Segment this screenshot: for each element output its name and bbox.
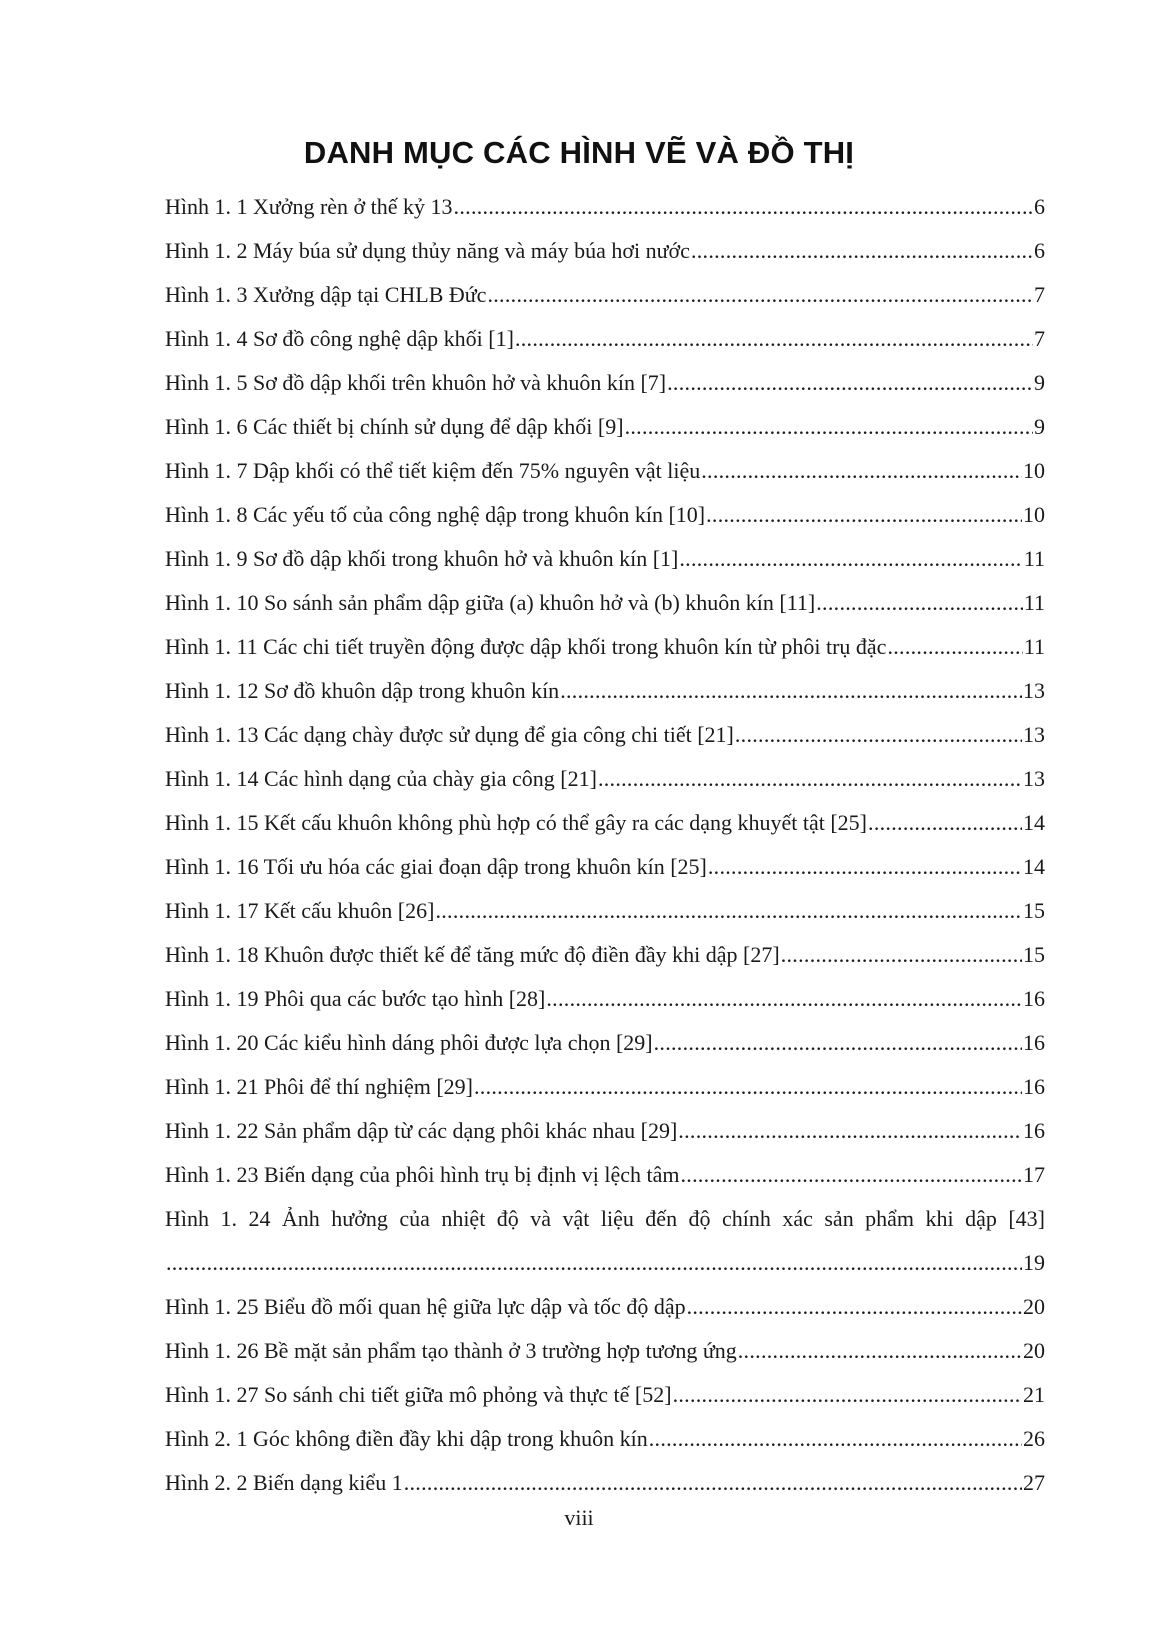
toc-entry-label: Hình 1. 25 Biểu đồ mối quan hệ giữa lực dập và tốc độ dập [165, 1294, 686, 1319]
toc-entry-label: Hình 2. 2 Biến dạng kiểu 1 [165, 1470, 403, 1495]
toc-entry-page: 16 [1023, 986, 1045, 1011]
dot-leader [404, 1461, 1022, 1505]
toc-entry-label: Hình 1. 4 Sơ đồ công nghệ dập khối [1] [165, 326, 514, 351]
toc-entry-label: Hình 1. 21 Phôi để thí nghiệm [29] [165, 1074, 473, 1099]
toc-entry-page: 14 [1023, 810, 1045, 835]
dot-leader [654, 1021, 1022, 1065]
toc-entry-page: 11 [1023, 634, 1045, 659]
toc-entry-label: Hình 1. 14 Các hình dạng của chày gia công [21] [165, 766, 597, 791]
toc-entry-label: Hình 1. 20 Các kiểu hình dáng phôi được lựa chọn [29] [165, 1030, 653, 1055]
toc-entry-page: 9 [1034, 370, 1045, 395]
toc-entry-page: 17 [1023, 1162, 1045, 1187]
toc-entry-label: Hình 1. 17 Kết cấu khuôn [26] [165, 898, 435, 923]
dot-leader [816, 581, 1023, 625]
toc-entry-page: 6 [1034, 194, 1045, 219]
toc-entry [165, 581, 1045, 625]
toc-entry-page: 10 [1023, 458, 1045, 483]
toc-entry-page: 7 [1034, 282, 1045, 307]
toc-entry [165, 977, 1045, 1021]
toc-entry [165, 317, 1045, 361]
toc-entry-label: Hình 2. 1 Góc không điền đầy khi dập trong khuôn kín [165, 1426, 648, 1451]
dot-leader [678, 1109, 1022, 1153]
dot-leader [515, 317, 1033, 361]
toc-entry [165, 1065, 1045, 1109]
dot-leader [166, 1241, 1022, 1285]
toc-entry [165, 1197, 1045, 1241]
toc-entry-page: 19 [1023, 1250, 1045, 1275]
toc-entry-label: Hình 1. 26 Bề mặt sản phẩm tạo thành ở 3 trường hợp tương ứng [165, 1338, 737, 1363]
dot-leader [673, 1373, 1022, 1417]
figure-list [165, 185, 1045, 1505]
toc-entry [165, 757, 1045, 801]
toc-entry [165, 1021, 1045, 1065]
toc-entry [165, 1461, 1045, 1505]
toc-entry [165, 405, 1045, 449]
toc-entry-page: 13 [1023, 766, 1045, 791]
toc-entry-page: 9 [1034, 414, 1045, 439]
toc-entry-label: Hình 1. 10 So sánh sản phẩm dập giữa (a) khuôn hở và (b) khuôn kín [11] [165, 590, 816, 615]
dot-leader [868, 801, 1022, 845]
toc-entry-page: 20 [1023, 1294, 1045, 1319]
toc-entry-label: Hình 1. 7 Dập khối có thể tiết kiệm đến 75% nguyên vật liệu [165, 458, 701, 483]
toc-entry-page: 21 [1023, 1382, 1045, 1407]
toc-entry-page: 16 [1023, 1074, 1045, 1099]
page-title: DANH MỤC CÁC HÌNH VẼ VÀ ĐỒ THỊ [303, 135, 855, 170]
dot-leader [454, 185, 1033, 229]
toc-entry-label: Hình 1. 16 Tối ưu hóa các giai đoạn dập trong khuôn kín [25] [165, 854, 707, 879]
dot-leader [701, 449, 1022, 493]
dot-leader [560, 669, 1022, 713]
toc-entry-page: 11 [1023, 546, 1045, 571]
toc-entry-page: 14 [1023, 854, 1045, 879]
toc-entry [165, 185, 1045, 229]
dot-leader [679, 537, 1022, 581]
toc-entry [165, 1285, 1045, 1329]
toc-entry-label: Hình 1. 19 Phôi qua các bước tạo hình [28] [165, 986, 546, 1011]
dot-leader [649, 1417, 1022, 1461]
toc-entry-page: 7 [1034, 326, 1045, 351]
toc-entry-label: Hình 1. 15 Kết cấu khuôn không phù hợp có thể gây ra các dạng khuyết tật [25] [165, 810, 868, 835]
toc-entry-page: 6 [1034, 238, 1045, 263]
toc-entry [165, 713, 1045, 757]
dot-leader [598, 757, 1022, 801]
toc-entry-label: Hình 1. 13 Các dạng chày được sử dụng để gia công chi tiết [21] [165, 722, 734, 747]
toc-entry-label: Hình 1. 22 Sản phẩm dập từ các dạng phôi khác nhau [29] [165, 1118, 678, 1143]
toc-entry [165, 1329, 1045, 1373]
dot-leader [625, 405, 1033, 449]
toc-entry-label: Hình 1. 6 Các thiết bị chính sử dụng để dập khối [9] [165, 414, 624, 439]
toc-entry-page: 20 [1023, 1338, 1045, 1363]
toc-entry-page: 27 [1023, 1470, 1045, 1495]
toc-entry-label: Hình 1. 23 Biến dạng của phôi hình trụ bị định vị lệch tâm [165, 1162, 680, 1187]
toc-entry [165, 933, 1045, 977]
dot-leader [487, 273, 1033, 317]
page-number: viii [564, 1505, 594, 1530]
toc-entry [165, 493, 1045, 537]
toc-entry-page: 16 [1023, 1118, 1045, 1143]
toc-entry-label: Hình 1. 18 Khuôn được thiết kế để tăng mức độ điền đầy khi dập [27] [165, 942, 780, 967]
toc-entry-page: 11 [1023, 590, 1045, 615]
toc-entry-page: 13 [1023, 678, 1045, 703]
dot-leader [781, 933, 1022, 977]
dot-leader [738, 1329, 1022, 1373]
toc-entry [165, 1417, 1045, 1461]
dot-leader [735, 713, 1022, 757]
dot-leader [706, 493, 1022, 537]
dot-leader [435, 889, 1022, 933]
dot-leader [667, 361, 1033, 405]
toc-entry [165, 449, 1045, 493]
toc-entry [165, 669, 1045, 713]
toc-entry-page: 15 [1023, 898, 1045, 923]
toc-entry [165, 273, 1045, 317]
toc-entry-label: Hình 1. 9 Sơ đồ dập khối trong khuôn hở và khuôn kín [1] [165, 546, 679, 571]
toc-entry [165, 1373, 1045, 1417]
toc-entry-page: 16 [1023, 1030, 1045, 1055]
dot-leader [887, 625, 1022, 669]
toc-entry-label: Hình 1. 11 Các chi tiết truyền động được dập khối trong khuôn kín từ phôi trụ đặc [165, 634, 887, 659]
toc-entry [165, 229, 1045, 273]
toc-entry-continuation [165, 1241, 1045, 1285]
toc-entry-page: 15 [1023, 942, 1045, 967]
toc-entry-label: Hình 1. 24 Ảnh hưởng của nhiệt độ và vật liệu đến độ chính xác sản phẩm khi dập [43] [165, 1206, 1045, 1231]
toc-entry-label: Hình 1. 8 Các yếu tố của công nghệ dập trong khuôn kín [10] [165, 502, 706, 527]
toc-entry [165, 801, 1045, 845]
toc-entry [165, 625, 1045, 669]
toc-entry [165, 1153, 1045, 1197]
toc-entry-label: Hình 1. 1 Xưởng rèn ở thế kỷ 13 [165, 194, 453, 219]
toc-entry [165, 361, 1045, 405]
toc-entry-page: 26 [1023, 1426, 1045, 1451]
toc-entry-label: Hình 1. 2 Máy búa sử dụng thủy năng và máy búa hơi nước [165, 238, 690, 263]
toc-entry [165, 845, 1045, 889]
toc-entry-label: Hình 1. 12 Sơ đồ khuôn dập trong khuôn kín [165, 678, 560, 703]
toc-entry [165, 889, 1045, 933]
toc-entry-label: Hình 1. 27 So sánh chi tiết giữa mô phỏng và thực tế [52] [165, 1382, 672, 1407]
dot-leader [691, 229, 1033, 273]
toc-entry [165, 1109, 1045, 1153]
dot-leader [546, 977, 1022, 1021]
dot-leader [680, 1153, 1022, 1197]
dot-leader [708, 845, 1022, 889]
toc-entry-label: Hình 1. 5 Sơ đồ dập khối trên khuôn hở và khuôn kín [7] [165, 370, 667, 395]
toc-entry-page: 10 [1023, 502, 1045, 527]
dot-leader [687, 1285, 1022, 1329]
dot-leader [474, 1065, 1022, 1109]
toc-entry-label: Hình 1. 3 Xưởng dập tại CHLB Đức [165, 282, 487, 307]
toc-entry-page: 13 [1023, 722, 1045, 747]
toc-entry [165, 537, 1045, 581]
